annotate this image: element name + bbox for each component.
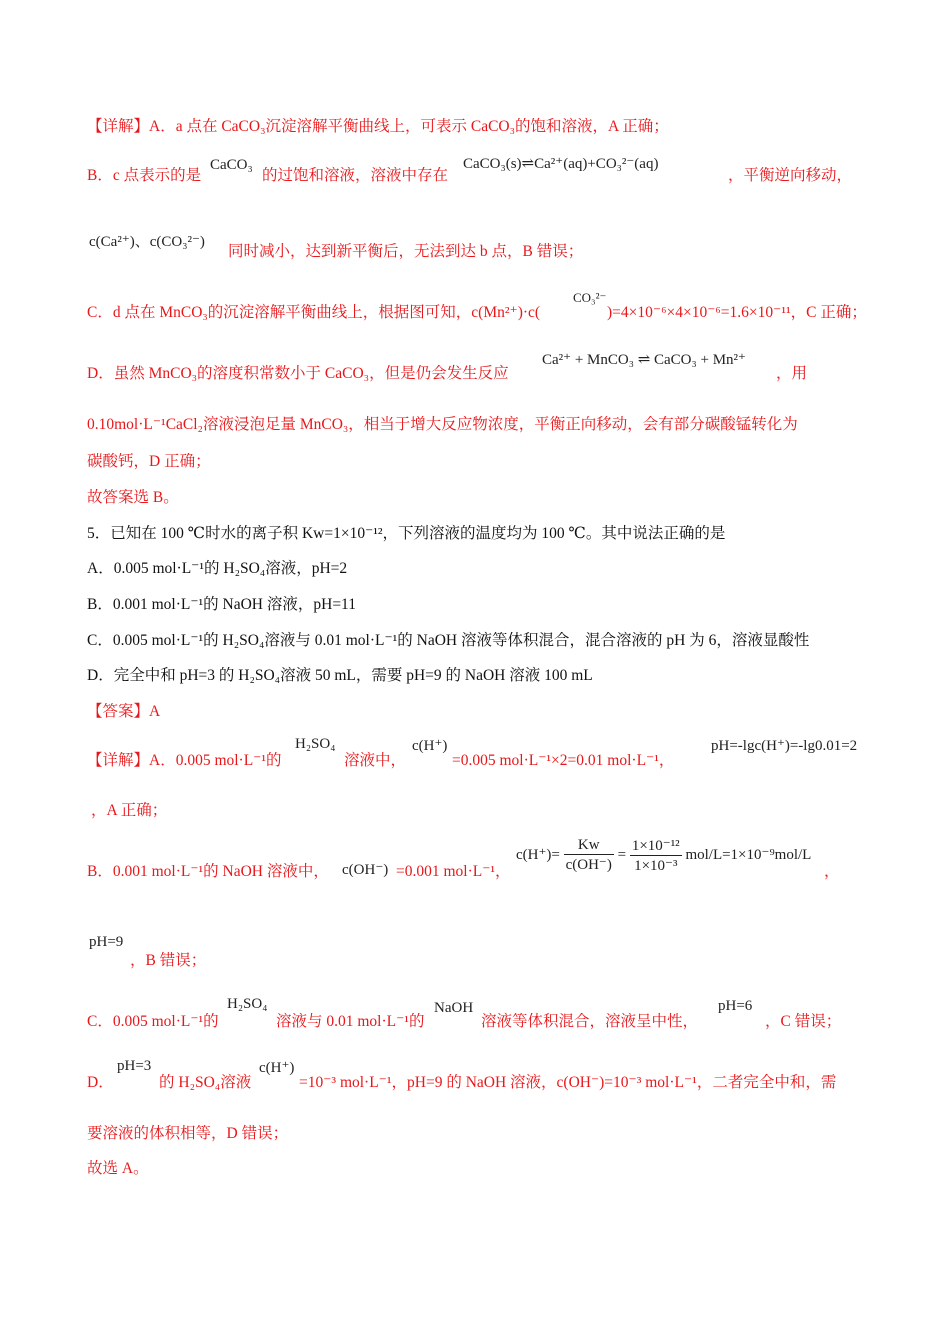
line-e3-mid: =0.001 mol·L⁻¹，	[396, 863, 511, 880]
formula-h2so4-2: H₂SO₄	[227, 996, 268, 1012]
line-e8: 故选 A。	[87, 1160, 149, 1177]
line-e5-mid: 溶液与 0.01 mol·L⁻¹的	[276, 1013, 425, 1030]
line-detail-c: C．d 点在 MnCO₃的沉淀溶解平衡曲线上，根据图可知，c(Mn²⁺)·c(	[87, 304, 541, 321]
line-e6-end: =10⁻³ mol·L⁻¹，pH=9 的 NaOH 溶液，c(OH⁻)=10⁻³ mol·L⁻¹，二者完全中和，需	[299, 1074, 837, 1091]
line-e5: C．0.005 mol·L⁻¹的	[87, 1013, 219, 1030]
line-detail-a: 【详解】A．a 点在 CaCO₃沉淀溶解平衡曲线上，可表示 CaCO₃的饱和溶液，A 正确；	[87, 118, 669, 135]
line-detail-b-mid: 的过饱和溶液，溶液中存在	[262, 167, 449, 184]
line-e3: B．0.001 mol·L⁻¹的 NaOH 溶液中，	[87, 863, 329, 880]
line-detail-d3: 碳酸钙，D 正确；	[87, 453, 211, 470]
line-detail-d2: 0.10mol·L⁻¹CaCl₂溶液浸泡足量 MnCO₃，相当于增大反应物浓度，平衡正向移动，会有部分碳酸锰转化为	[87, 416, 798, 433]
formula-co3: CO₃²⁻	[573, 290, 607, 305]
line-e7: 要溶液的体积相等，D 错误；	[87, 1125, 289, 1142]
line-detail-b2: 同时减小，达到新平衡后，无法到达 b 点，B 错误；	[228, 243, 584, 260]
option-d: D．完全中和 pH=3 的 H₂SO₄溶液 50 mL，需要 pH=9 的 NaOH 溶液 100 mL	[87, 667, 593, 684]
formula-ph6: pH=6	[718, 998, 753, 1014]
line-detail-b: B．c 点表示的是	[87, 167, 202, 184]
option-b: B．0.001 mol·L⁻¹的 NaOH 溶液，pH=11	[87, 596, 356, 613]
formula-ch: c(H⁺)	[412, 738, 448, 754]
question-stem: 5．已知在 100 ℃时水的离子积 Kw=1×10⁻¹²，下列溶液的温度均为 100 ℃。其中说法正确的是	[87, 525, 726, 542]
formula-reaction: Ca²⁺ + MnCO₃ ⇌ CaCO₃ + Mn²⁺	[542, 352, 746, 368]
formula-ph3: pH=3	[117, 1058, 152, 1074]
formula-naoh: NaOH	[434, 1000, 474, 1016]
formula-caco3: CaCO₃	[210, 157, 253, 173]
option-a: A．0.005 mol·L⁻¹的 H₂SO₄溶液，pH=2	[87, 560, 348, 577]
formula-ph9: pH=9	[89, 934, 124, 950]
line-detail-c-end: )=4×10⁻⁶×4×10⁻⁶=1.6×10⁻¹¹，C 正确；	[607, 304, 867, 321]
line-answer-prev: 故答案选 B。	[87, 489, 179, 506]
line-e1-mid: 溶液中，	[344, 752, 407, 769]
formula-ph: pH=-lgc(H⁺)=-lg0.01=2	[711, 738, 858, 754]
option-c: C．0.005 mol·L⁻¹的 H₂SO₄溶液与 0.01 mol·L⁻¹的 NaOH 溶液等体积混合，混合溶液的 pH 为 6，溶液显酸性	[87, 632, 810, 649]
line-e5-end: ，C 错误；	[765, 1013, 842, 1030]
formula-kw-fraction: c(H⁺)= $\frac{Kw}{c(OH^-)}$ = $\frac{\text{1×10⁻¹²}}{\text{1×10⁻³}}$ mol/L=1×10⁻⁹mol/L	[516, 837, 812, 874]
line-e6: D．	[87, 1074, 114, 1091]
line-e6-mid: 的 H₂SO₄溶液	[159, 1074, 252, 1091]
line-detail-d-end: ，用	[776, 365, 808, 382]
formula-coh: c(OH⁻)	[342, 862, 389, 878]
line-e5-mid2: 溶液等体积混合，溶液呈中性，	[481, 1013, 699, 1030]
line-detail-b-end: ，平衡逆向移动，	[728, 167, 853, 184]
line-e2: ，A 正确；	[91, 802, 168, 819]
line-e3-end: ，	[824, 863, 840, 880]
line-detail-d: D．虽然 MnCO₃的溶度积常数小于 CaCO₃，但是仍会发生反应	[87, 365, 509, 382]
line-e1: 【详解】A．0.005 mol·L⁻¹的	[87, 752, 282, 769]
formula-h2so4: H₂SO₄	[295, 736, 336, 752]
formula-ch-2: c(H⁺)	[259, 1060, 295, 1076]
answer-label: 【答案】A	[87, 703, 161, 720]
formula-concentrations: c(Ca²⁺)、c(CO₃²⁻)	[89, 234, 205, 250]
formula-equilibrium: CaCO₃(s)⇌Ca²⁺(aq)+CO₃²⁻(aq)	[463, 156, 659, 172]
line-e4: ，B 错误；	[130, 952, 207, 969]
line-e1-calc: =0.005 mol·L⁻¹×2=0.01 mol·L⁻¹，	[452, 752, 675, 769]
